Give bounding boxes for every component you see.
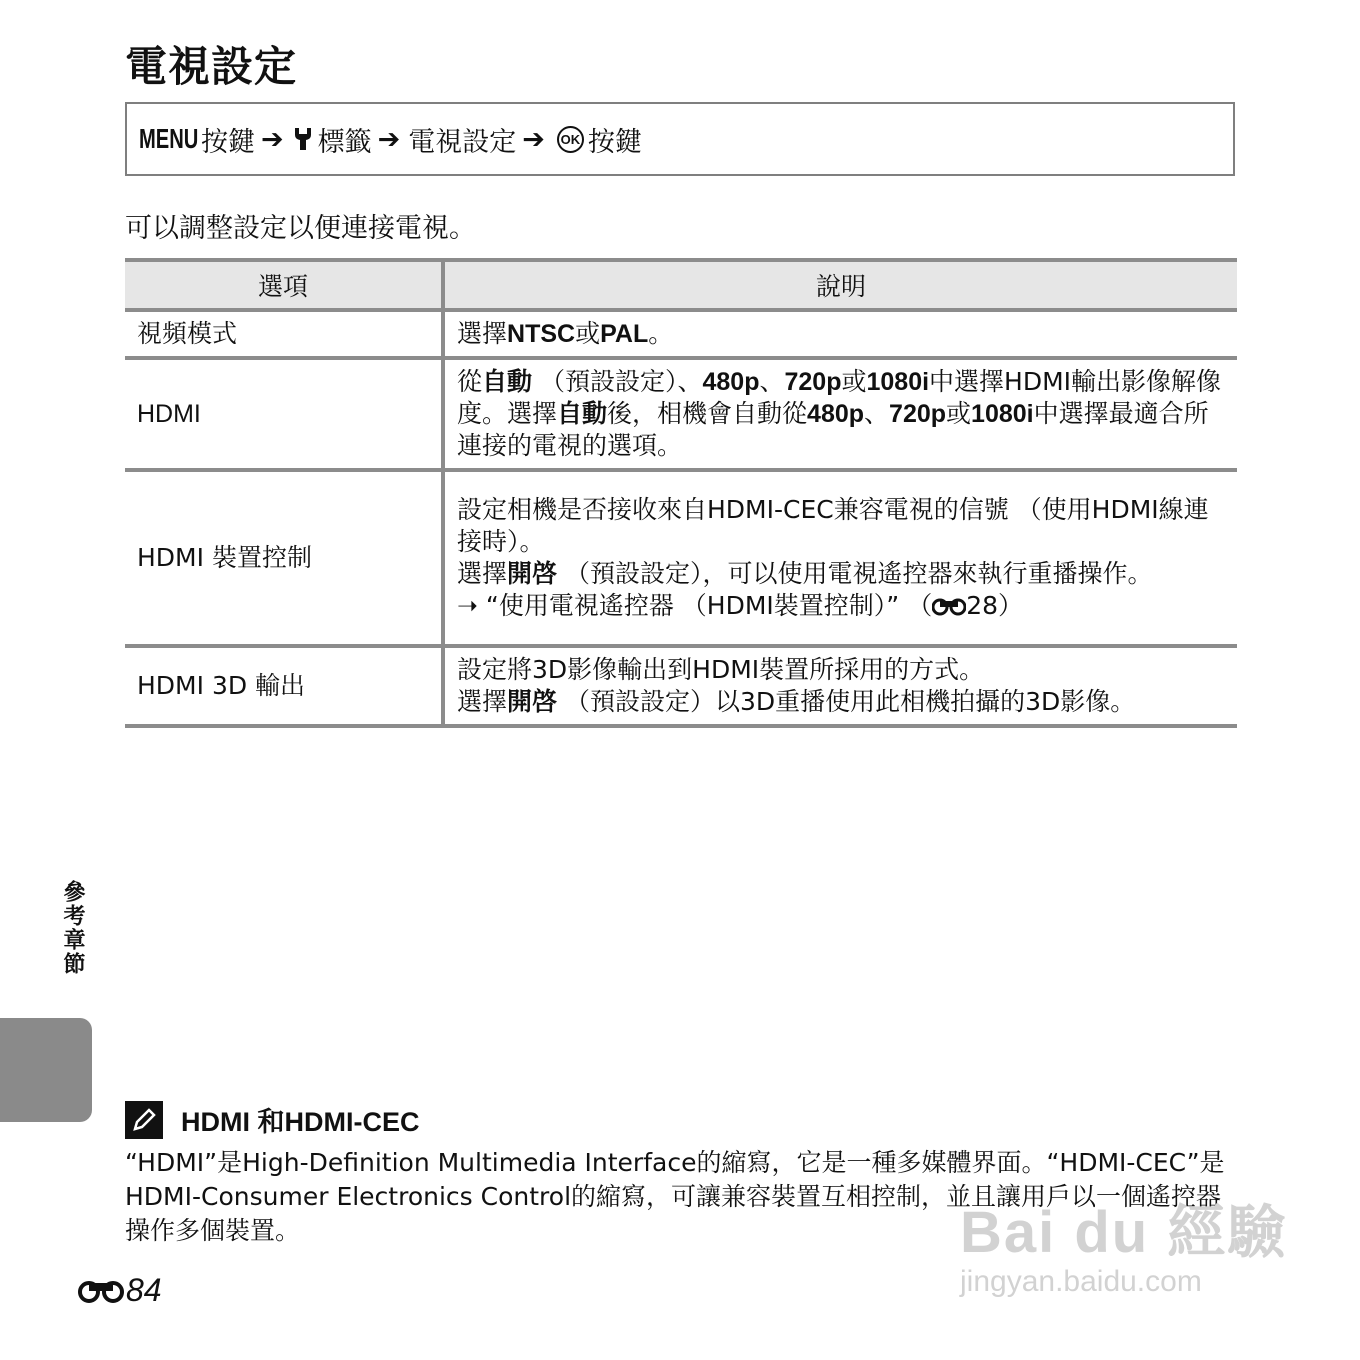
- reference-page: 28）: [966, 591, 1024, 620]
- arrow-icon: ➔: [522, 123, 545, 155]
- chapter-side-label: 參考章節: [60, 880, 85, 976]
- desc-bold: 1080i: [971, 400, 1034, 428]
- desc-bold: 720p: [784, 368, 842, 396]
- reference-arrow-icon: ➝: [457, 591, 478, 620]
- desc-text: （預設設定）、: [532, 367, 703, 396]
- menu-path-box: [125, 102, 1235, 176]
- reference-section-icon: [932, 597, 966, 617]
- desc-text: 後，相機會自動從: [607, 399, 808, 428]
- desc-text: 。: [648, 319, 674, 348]
- chapter-side-tab: [0, 1018, 92, 1122]
- description-video-mode: [443, 310, 1237, 358]
- desc-text: （預設設定）以3D重播使用此相機拍攝的3D影像。: [557, 687, 1136, 716]
- header-description: 說明: [443, 260, 1237, 310]
- menu-step-button-final: 按鍵: [587, 126, 642, 158]
- desc-bold: 720p: [889, 400, 947, 428]
- desc-bold: 自動: [482, 367, 533, 396]
- desc-text: 或: [841, 367, 867, 396]
- page-title: 電視設定: [125, 42, 298, 91]
- description-hdmi: [443, 358, 1237, 470]
- table-header-row: [125, 260, 1237, 310]
- desc-bold: 自動: [557, 399, 608, 428]
- table-row: [125, 646, 1237, 726]
- option-video-mode: 視頻模式: [125, 310, 443, 358]
- menu-key-label: MENU: [139, 123, 199, 154]
- intro-text: 可以調整設定以便連接電視。: [125, 213, 476, 244]
- desc-bold: 480p: [807, 400, 865, 428]
- desc-bold: PAL: [600, 320, 649, 348]
- wrench-icon: [292, 127, 314, 151]
- note-body: “HDMI”是High-Definition Multimedia Interface的縮寫，它是一種多媒體界面。“HDMI-CEC”是HDMI-Consumer Electronics Control的縮寫，可讓兼容裝置互相控制，並且讓用戶以一個遙控器操作多個裝置。: [125, 1148, 1225, 1245]
- desc-bold: 開啓: [507, 559, 558, 588]
- menu-step-tab: 標籤: [317, 126, 372, 158]
- option-hdmi: HDMI: [125, 358, 443, 470]
- desc-text: 、: [864, 399, 890, 428]
- option-hdmi-3d-output: HDMI 3D 輸出: [125, 646, 443, 726]
- desc-text: （預設設定），可以使用電視遙控器來執行重播操作。: [557, 559, 1153, 588]
- description-hdmi-3d-output: [443, 646, 1237, 726]
- desc-text: 從: [457, 367, 483, 396]
- desc-text: 選擇: [457, 319, 508, 348]
- page-number: [78, 1272, 162, 1309]
- description-hdmi-device-control: [443, 470, 1237, 646]
- desc-text: 選擇: [457, 687, 508, 716]
- page-number-value: 84: [126, 1272, 162, 1308]
- baidu-watermark: [960, 1185, 1290, 1315]
- table-row: [125, 358, 1237, 470]
- reference-section-icon: [78, 1278, 124, 1304]
- watermark-main: Bai du 經驗: [960, 1200, 1288, 1265]
- note-title: HDMI 和HDMI-CEC: [181, 1107, 420, 1137]
- desc-text: 、: [759, 367, 785, 396]
- watermark-sub: jingyan.baidu.com: [960, 1265, 1202, 1298]
- desc-reference: [457, 590, 1225, 622]
- desc-line: 設定將3D影像輸出到HDMI裝置所採用的方式。: [457, 655, 985, 684]
- header-option: 選項: [125, 260, 443, 310]
- arrow-icon: ➔: [261, 123, 284, 155]
- desc-bold: 1080i: [866, 368, 930, 396]
- pencil-note-icon: [125, 1101, 163, 1139]
- reference-text: “使用電視遙控器 （HDMI裝置控制）” （: [477, 591, 933, 620]
- desc-line: [457, 558, 1225, 590]
- desc-bold: 開啓: [507, 687, 558, 716]
- desc-text: 或: [575, 319, 601, 348]
- desc-bold: 480p: [702, 368, 760, 396]
- ok-button-icon: OK: [557, 126, 584, 153]
- desc-text: 中選擇HDMI輸出影像解像度。選擇: [457, 367, 1222, 428]
- note-header: [125, 1100, 419, 1139]
- desc-text: 或: [946, 399, 972, 428]
- desc-text: 選擇: [457, 559, 508, 588]
- table-row: [125, 470, 1237, 646]
- menu-step-tv-settings: 電視設定: [408, 126, 517, 158]
- desc-text: 中選擇最適合所連接的電視的選項。: [457, 399, 1209, 460]
- menu-step-button: 按鍵: [201, 126, 255, 158]
- settings-table: [125, 258, 1237, 728]
- table-row: [125, 310, 1237, 358]
- desc-line: [457, 686, 1225, 718]
- arrow-icon: ➔: [377, 123, 401, 155]
- option-hdmi-device-control: HDMI 裝置控制: [125, 470, 443, 646]
- desc-bold: NTSC: [507, 320, 576, 348]
- desc-line: 設定相機是否接收來自HDMI-CEC兼容電視的信號 （使用HDMI線連接時）。: [457, 495, 1209, 556]
